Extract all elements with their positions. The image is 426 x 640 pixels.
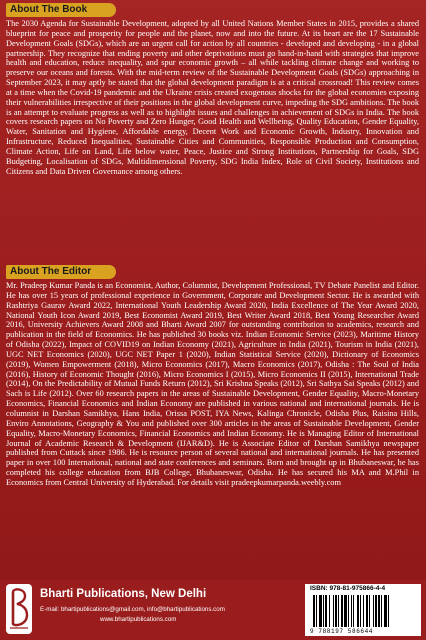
barcode-digits: 9 788197 586644 <box>310 628 374 635</box>
about-book-text: The 2030 Agenda for Sustainable Development, adopted by all United Nations Member States in 2015, provides a shared blueprint for peace and prosperity for people and the planet, now and into the future. At its heart are the 17 Sustainable Development Goals (SDGs), which are an urgent call for action by all countries - developed and developing - in a global partnership. They recognize that ending poverty and other deprivations must go hand-in-hand with strategies that improve health and education, reduce inequality, and spur economic growth – all while tackling climate change and working to preserve our oceans and forests. With the mid-term review of the Sustainable Development Goals (SDGs) approaching in September 2023, it may aptly be stated that the global development paradigm is at a critical crossroad! This review comes at a time when the Covid-19 pandemic and the Ukraine crisis created exogenous shocks for the global economies exposing their vulnerabilities irrespective of their positions in the global development curve, impeding the SDG ambitions. The book is an attempt to evaluate progress as well as to highlight issues and challenges in achievement of SDGs in India. The book covers research papers on No Poverty and Zero Hunger, Good Health and Wellbeing, Quality Education, Gender Equality, Water, Sanitation and Hygiene, Affordable energy, Decent Work and Economic Growth, Industry, Innovation and Infrastructure, Reduced Inequalities, Sustainable Cities and Communities, Responsible Production and Consumption, Climate Action, Life on Land, Life below water, Peace, Justice and Strong Institutions, Partnership for Goals, SDG Budgeting, Localisation of SDGs, Multidimensional Poverty, SDG India Index, Role of Civil Society, Institutions and Citizens and Data Driven Governance among others. <box>6 19 419 176</box>
publisher-emails: E-mail: bhartipublications@gmail.com, info@bhartipublications.com <box>40 606 225 613</box>
publisher-website: www.bhartipublications.com <box>100 616 177 623</box>
isbn-label: ISBN: 978-81-975866-4-4 <box>310 585 386 592</box>
about-editor-text: Mr. Pradeep Kumar Panda is an Economist, Author, Columnist, Development Professional, TV Debate Panelist and Editor. He has over 15 years of professional experience in Government, Corporate and Development Sector. He is awarded with Rashtriya Gaurav Award 2022, International Youth Leadership Award 2020, India Excellence of The Year Award 2020, National Youth Icon Award 2019, Best Economist Award 2019, Best Writer Award 2018, Best Young Researcher Award 2016, University Achievers Award 2008 and Bharti Award 2007 for outstanding contribution to academics, research and publication in the field of Economics. He has published 30 books viz. Indian Economic Service (2023), Maritime History of Odisha (2022), Impact of COVID19 on Indian Economy (2021), Agriculture in India (2021), Tourism in India (2021), UGC NET Economics (2020), UGC NET Paper 1 (2020), Indian Statistical Service (2020), Dictionary of Economics (2019), Women Empowerment (2018), Micro Economics (2017), Macro Economics (2017), Odisha : The Soul of India (2016), History of Economic Thought (2016), Micro Economics I (2015), Micro Economics II (2015), International Trade (2014), On the Predictability of Mutual Funds Return (2012), Sri Krishna Speaks (2012), Sri Sathya Sai Speaks (2012) and Sach is Life (2012). Over 60 research papers in the areas of Sustainable Development, Gender Equality, Macro-Monetary Economics, Financial Economics and Indian Economy are published in various national and international journals. He is columnist in Darshan Samikhya, Hans India, Orissa POST, IYA News, Kalinga Chronicle, Odisha Plus, Raisina Hills, Enviro Annotations, Geography & You and published over 300 articles in the areas of Sustainable Development, Gender Equality, Macro-Monetary Economics, Financial Economics and Indian Economy. He is Managing Editor of International Journal of Academic Research & Development (IJAR&D). He is Associate Editor of Darshan Samikhya newspaper published from Cuttack since 1986. He is resource person of several national and international journals. He has presented paper in over 100 International, national and state conferences and seminars. Born and brought up in Bhubaneswar, he has completed his college education from BJB College, Bhubaneswar, Odisha. He has secured his MA and M.Phil in Economics from Central University of Hyderabad. For details visit pradeepkumarpanda.weebly.com <box>6 281 419 487</box>
publisher-name: Bharti Publications, New Delhi <box>40 588 207 600</box>
barcode-icon <box>312 595 416 627</box>
about-book-heading: About The Book <box>6 3 116 17</box>
about-editor-heading: About The Editor <box>6 265 116 279</box>
publisher-logo <box>6 584 32 634</box>
